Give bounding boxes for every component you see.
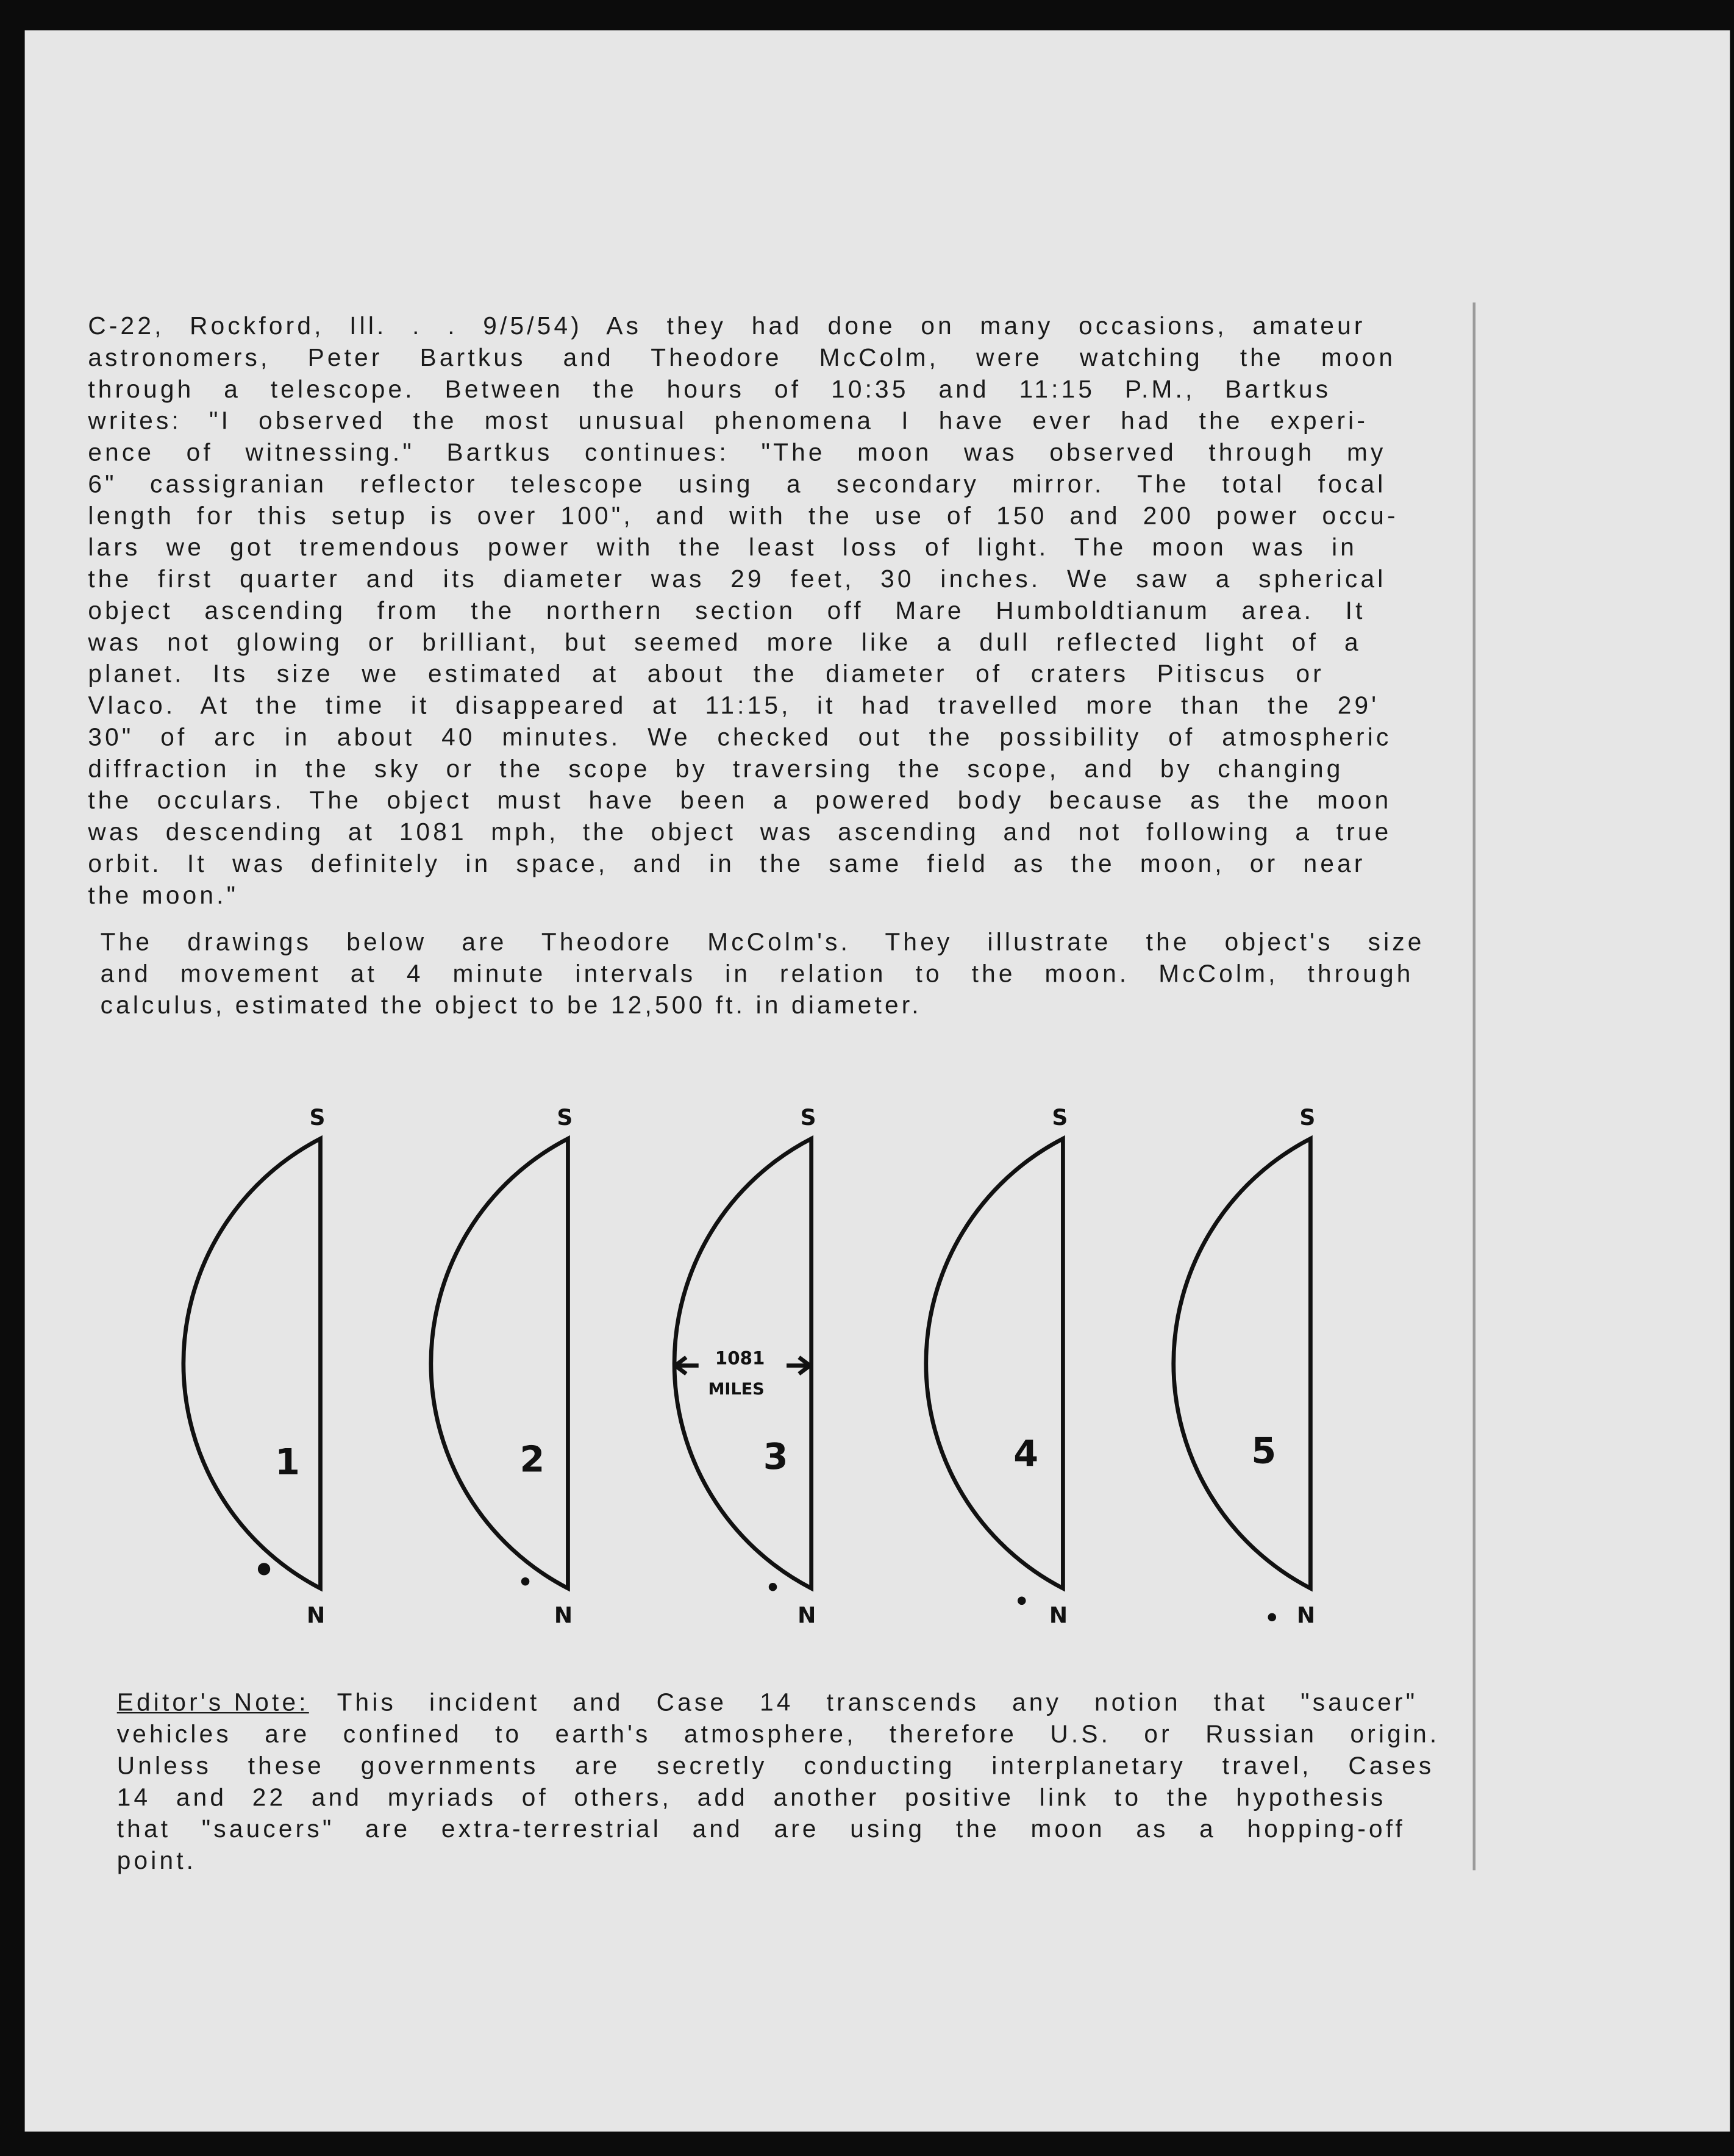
report-line: planet. Its size we estimated at about the diameter of craters Pitiscus or xyxy=(88,660,1324,688)
left-arrow-icon xyxy=(675,1357,698,1374)
measure-unit: MILES xyxy=(708,1379,765,1399)
north-label: N xyxy=(1296,1602,1316,1629)
report-line: through a telescope. Between the hours of 10:35 and 11:15 P.M., Bartkus xyxy=(88,375,1332,403)
object-dot xyxy=(258,1563,270,1575)
right-arrow-icon xyxy=(787,1357,810,1374)
report-line: was descending at 1081 mph, the object was ascending and not following a true xyxy=(88,818,1392,846)
report-line: 30" of arc in about 40 minutes. We checked out the possibility of atmospheric xyxy=(88,723,1392,751)
editors-note-line: that "saucers" are extra-terrestrial and are using the moon as a hopping-off xyxy=(116,1815,1406,1843)
report-line: astronomers, Peter Bartkus and Theodore McColm, were watching the moon xyxy=(88,343,1396,371)
moon-half-disc xyxy=(1174,1138,1311,1588)
caption-line: calculus, estimated the object to be 12,500 ft. in diameter. xyxy=(100,991,922,1019)
report-line: the moon." xyxy=(88,881,239,909)
editors-note-line: Unless these governments are secretly conducting interplanetary travel, Cases xyxy=(116,1752,1435,1780)
frame-number: 3 xyxy=(763,1435,788,1477)
editors-note-line: 14 and 22 and myriads of others, add another positive link to the hypothesis xyxy=(116,1783,1386,1812)
report-line: was not glowing or brilliant, but seemed more like a dull reflected light of a xyxy=(88,628,1361,656)
object-dot xyxy=(521,1577,530,1586)
south-label: S xyxy=(1052,1104,1068,1130)
frame-number: 4 xyxy=(1013,1433,1039,1475)
report-line: object ascending from the northern section off Mare Humboldtianum area. It xyxy=(88,596,1366,624)
north-label: N xyxy=(1049,1602,1068,1629)
object-dot xyxy=(1268,1613,1276,1622)
north-label: N xyxy=(554,1602,573,1629)
north-label: N xyxy=(306,1602,326,1629)
editors-note-line: This incident and Case 14 transcends any notion that "saucer" xyxy=(337,1688,1418,1716)
report-line: the occulars. The object must have been a powered body because as the moon xyxy=(88,787,1392,815)
moon-half-disc xyxy=(431,1138,568,1588)
object-dot xyxy=(769,1583,777,1591)
object-dot xyxy=(1018,1597,1026,1605)
editors-note-line: point. xyxy=(116,1847,197,1875)
moon-half-disc xyxy=(926,1138,1063,1588)
editors-note-heading: Editor's Note: xyxy=(116,1688,309,1716)
caption-line: The drawings below are Theodore McColm's. They illustrate the object's size xyxy=(100,928,1425,956)
caption-line: and movement at 4 minute intervals in relation to the moon. McColm, through xyxy=(100,960,1414,988)
report-line: orbit. It was definitely in space, and in the same field as the moon, or near xyxy=(88,849,1366,877)
report-line: ence of witnessing." Bartkus continues: "The moon was observed through my xyxy=(88,438,1386,466)
frame-number: 1 xyxy=(275,1441,300,1483)
report-line: 6" cassigranian reflector telescope using a secondary mirror. The total focal xyxy=(88,470,1386,498)
report-line: the first quarter and its diameter was 29 feet, 30 inches. We saw a spherical xyxy=(88,565,1386,593)
frame-number: 5 xyxy=(1251,1430,1277,1472)
report-line: writes: "I observed the most unusual phenomena I have ever had the experi- xyxy=(88,407,1369,435)
south-label: S xyxy=(1299,1104,1316,1130)
north-label: N xyxy=(797,1602,816,1629)
south-label: S xyxy=(309,1104,326,1130)
report-line: lars we got tremendous power with the least loss of light. The moon was in xyxy=(88,534,1358,562)
report-line: length for this setup is over 100", and with the use of 150 and 200 power occu- xyxy=(88,502,1399,530)
report-line: Vlaco. At the time it disappeared at 11:15, it had travelled more than the 29' xyxy=(88,691,1380,719)
moon-half-disc xyxy=(184,1138,321,1588)
south-label: S xyxy=(557,1104,573,1130)
south-label: S xyxy=(800,1104,816,1130)
editors-note-line: vehicles are confined to earth's atmosphere, therefore U.S. or Russian origin. xyxy=(116,1720,1440,1748)
measure-value: 1081 xyxy=(715,1348,765,1369)
report-line: C-22, Rockford, Ill. . . 9/5/54) As they had done on many occasions, amateur xyxy=(88,312,1366,340)
frame-number: 2 xyxy=(519,1438,545,1480)
report-line: diffraction in the sky or the scope by traversing the scope, and by changing xyxy=(88,755,1344,783)
